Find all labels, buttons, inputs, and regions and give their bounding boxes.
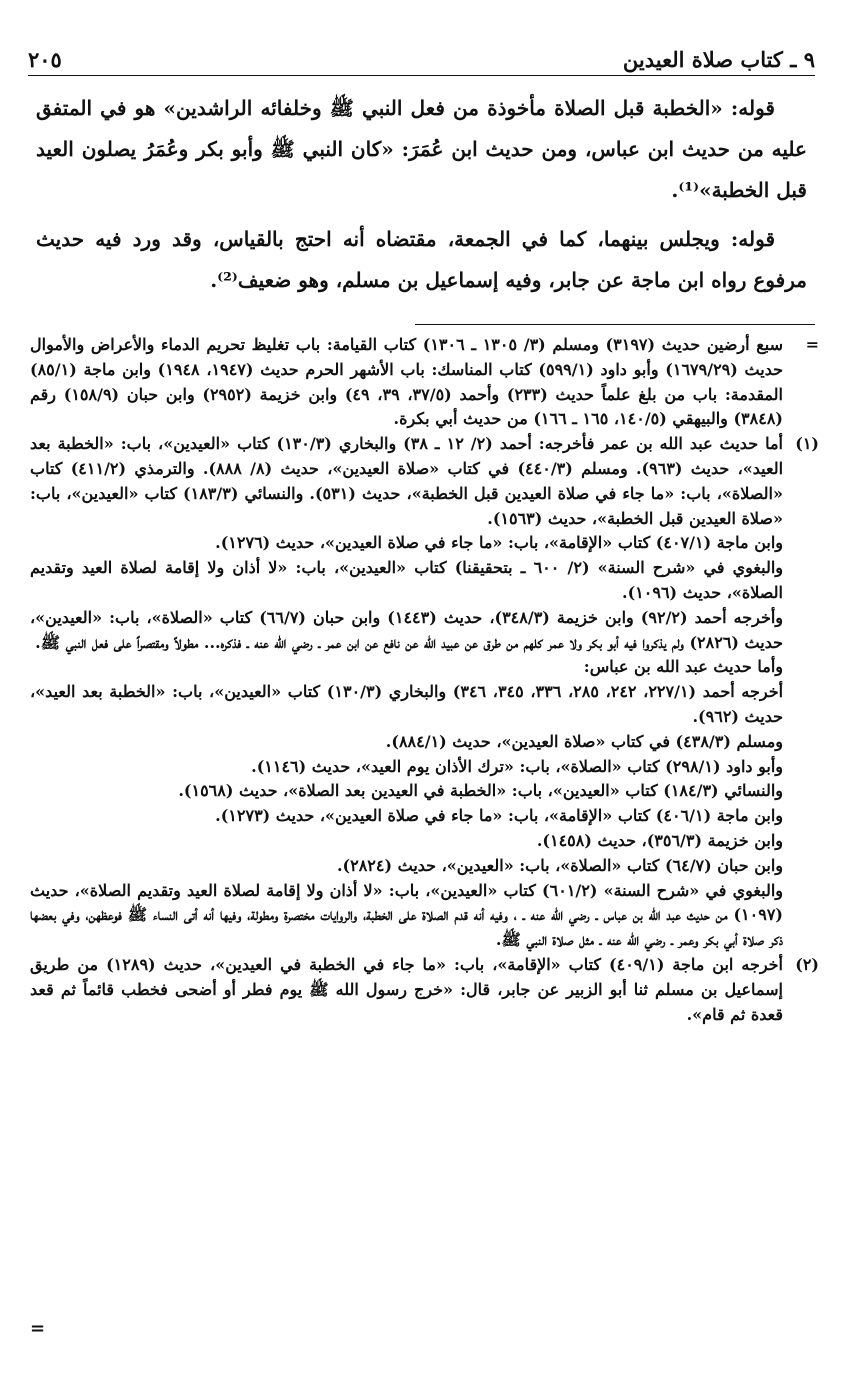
page-number: ٢٠٥ (28, 47, 62, 72)
footnote-number: (٢) (795, 954, 819, 974)
main-paragraph-2 (36, 219, 807, 301)
continuation-mark: = (805, 335, 819, 354)
footnote-text: وابن ماجة (٤٠٧/١) كتاب «الإقامة»، باب: «ما جاء في صلاة العيدين»، حديث (١٢٧٦). (215, 533, 783, 553)
main-text (36, 88, 807, 309)
footnote-text: أخرجه ابن ماجة (٤٠٩/١) كتاب «الإقامة»، باب: «ما جاء في الخطبة في العيدين»، حديث (١٢٨٩) من طريق إسماعيل بن مسلم ثنا أبو الزبير عن جابر، قال: «خرج رسول الله ﷺ يوم فطر أو أضحى فخطب قائماً ثم قعد قعدة ثم قام». (30, 954, 784, 1024)
footnote-text: وابن ماجة (٤٠٦/١) كتاب «الإقامة»، باب: «ما جاء في صلاة العيدين»، حديث (١٢٧٣). (215, 806, 783, 826)
footnote-text: والبغوي في «شرح السنة» (٦٠١/٢) كتاب «العيدين»، باب: «لا أذان ولا إقامة لصلاة العيد وتقديم الصلاة»، حديث (١٠٩٧) من حديث عبد الله بن عباس ـ رضي الله عنه ـ ، وفيه أنه قدم الصلاة على الخطبة، والروايات مختصرة ومطولة، وفيها أنه أتى النساء ﷺ فوعظهن، وفي بعضها ذكر صلاة أبي بكر وعمر ـ رضي الله عنه ـ مثل صلاة النبي ﷺ. (30, 880, 784, 950)
main-paragraph-1 (36, 88, 807, 211)
footnote-text: وأبو داود (٢٩٨/١) كتاب «الصلاة»، باب: «ترك الأذان يوم العيد»، حديث (١١٤٦). (251, 756, 783, 776)
footnote-text: وأخرجه أحمد (٩٢/٢) وابن خزيمة (٣٤٨/٣)، حديث (١٤٤٣) وابن حبان (٦٦/٧) كتاب «الصلاة»، باب: «العيدين»، حديث (٢٨٢٦) ولم يذكروا فيه أبو بكر ولا عمر كلهم من طرق عن عبيد الله عن نافع عن ابن عمر ـ رضي الله عنه ـ فذكره... مطولاً ومقتصراً على فعل النبي ﷺ. (30, 607, 784, 652)
footnote-2 (30, 953, 819, 1027)
footnote-text: وابن حبان (٦٤/٧) كتاب «الصلاة»، باب: «العيدين»، حديث (٢٨٢٤). (336, 855, 783, 875)
footnote-number: (١) (795, 434, 819, 454)
footnote-text: ومسلم (٤٣٨/٣) في كتاب «صلاة العيدين»، حديث (٨٨٤/١). (385, 731, 783, 751)
header-rule (28, 75, 815, 76)
footnote-text: وابن خزيمة (٣٥٦/٣)، حديث (١٤٥٨). (536, 830, 783, 850)
footnote-text: وأما حديث عبد الله بن عباس: (583, 657, 783, 677)
paragraph-text: قوله: «الخطبة قبل الصلاة مأخوذة من فعل النبي ﷺ وخلفائه الراشدين» هو في المتفق عليه من حديث ابن عباس، ومن حديث ابن عُمَرَ: «كان النبي ﷺ وأبو بكر وعُمَرُ يصلون العيد قبل الخطبة»⁽¹⁾. (36, 96, 807, 202)
footnote-continuation (30, 333, 819, 432)
running-header (28, 38, 815, 72)
footnote-rule (415, 324, 815, 325)
continuation-mark: = (30, 1318, 46, 1339)
footnote-text: والبغوي في «شرح السنة» (٢/ ٦٠٠ ـ بتحقيقنا) كتاب «العيدين»، باب: «لا أذان ولا إقامة لصلاة العيد وتقديم الصلاة»، حديث (١٠٩٦). (30, 558, 783, 602)
footnote-text: أما حديث عبد الله بن عمر فأخرجه: أحمد (٢/ ١٢ ـ ٣٨) والبخاري (١٣٠/٣) كتاب «العيدين»، باب: «الخطبة بعد العيد»، حديث (٩٦٣). ومسلم (٤٤٠/٣) في كتاب «صلاة العيدين»، حديث (٨/ ٨٨٨). والترمذي (٤١١/٢) كتاب «الصلاة»، باب: «ما جاء في صلاة العيدين قبل الخطبة»، حديث (٥٣١). والنسائي (١٨٣/٣) كتاب «العيدين»، باب: «صلاة العيدين قبل الخطبة»، حديث (١٥٦٣). (30, 434, 784, 528)
paragraph-text: قوله: ويجلس بينهما، كما في الجمعة، مقتضاه أنه احتج بالقياس، وقد ورد فيه حديث مرفوع رواه ابن ماجة عن جابر، وفيه إسماعيل بن مسلم، وهو ضعيف⁽²⁾. (36, 227, 807, 292)
footnote-text: سبع أرضين حديث (٣١٩٧) ومسلم (٣/ ١٣٠٥ ـ ١٣٠٦) كتاب القيامة: باب تغليظ تحريم الدماء والأعراض والأموال حديث (١٦٧٩/٢٩) وأبو داود (٥٩٩/١) كتاب المناسك: باب الأشهر الحرم حديث (١٩٤٧، ١٩٤٨) وابن ماجة (٨٥/١) المقدمة: باب من بلغ علماً حديث (٢٣٣) وأحمد (٣٧/٥، ٣٩، ٤٩) وابن خزيمة (٢٩٥٢) وابن حبان (١٥٨/٩) رقم (٣٨٤٨) والبيهقي (١٤٠/٥، ١٦٥ ـ ١٦٦) من حديث أبي بكرة. (30, 335, 784, 429)
footnote-text: أخرجه أحمد (٢٢٧/١، ٢٤٢، ٢٨٥، ٣٣٦، ٣٤٥، ٣٤٦) والبخاري (١٣٠/٣) كتاب «العيدين»، باب: «الخطبة بعد العيد»، حديث (٩٦٢). (30, 682, 784, 726)
chapter-title: ٩ ـ كتاب صلاة العيدين (622, 47, 815, 72)
footnote-1 (30, 432, 819, 953)
footnotes (30, 333, 819, 1027)
footnote-text: والنسائي (١٨٤/٣) كتاب «العيدين»، باب: «الخطبة في العيدين بعد الصلاة»، حديث (١٥٦٨). (178, 781, 783, 801)
